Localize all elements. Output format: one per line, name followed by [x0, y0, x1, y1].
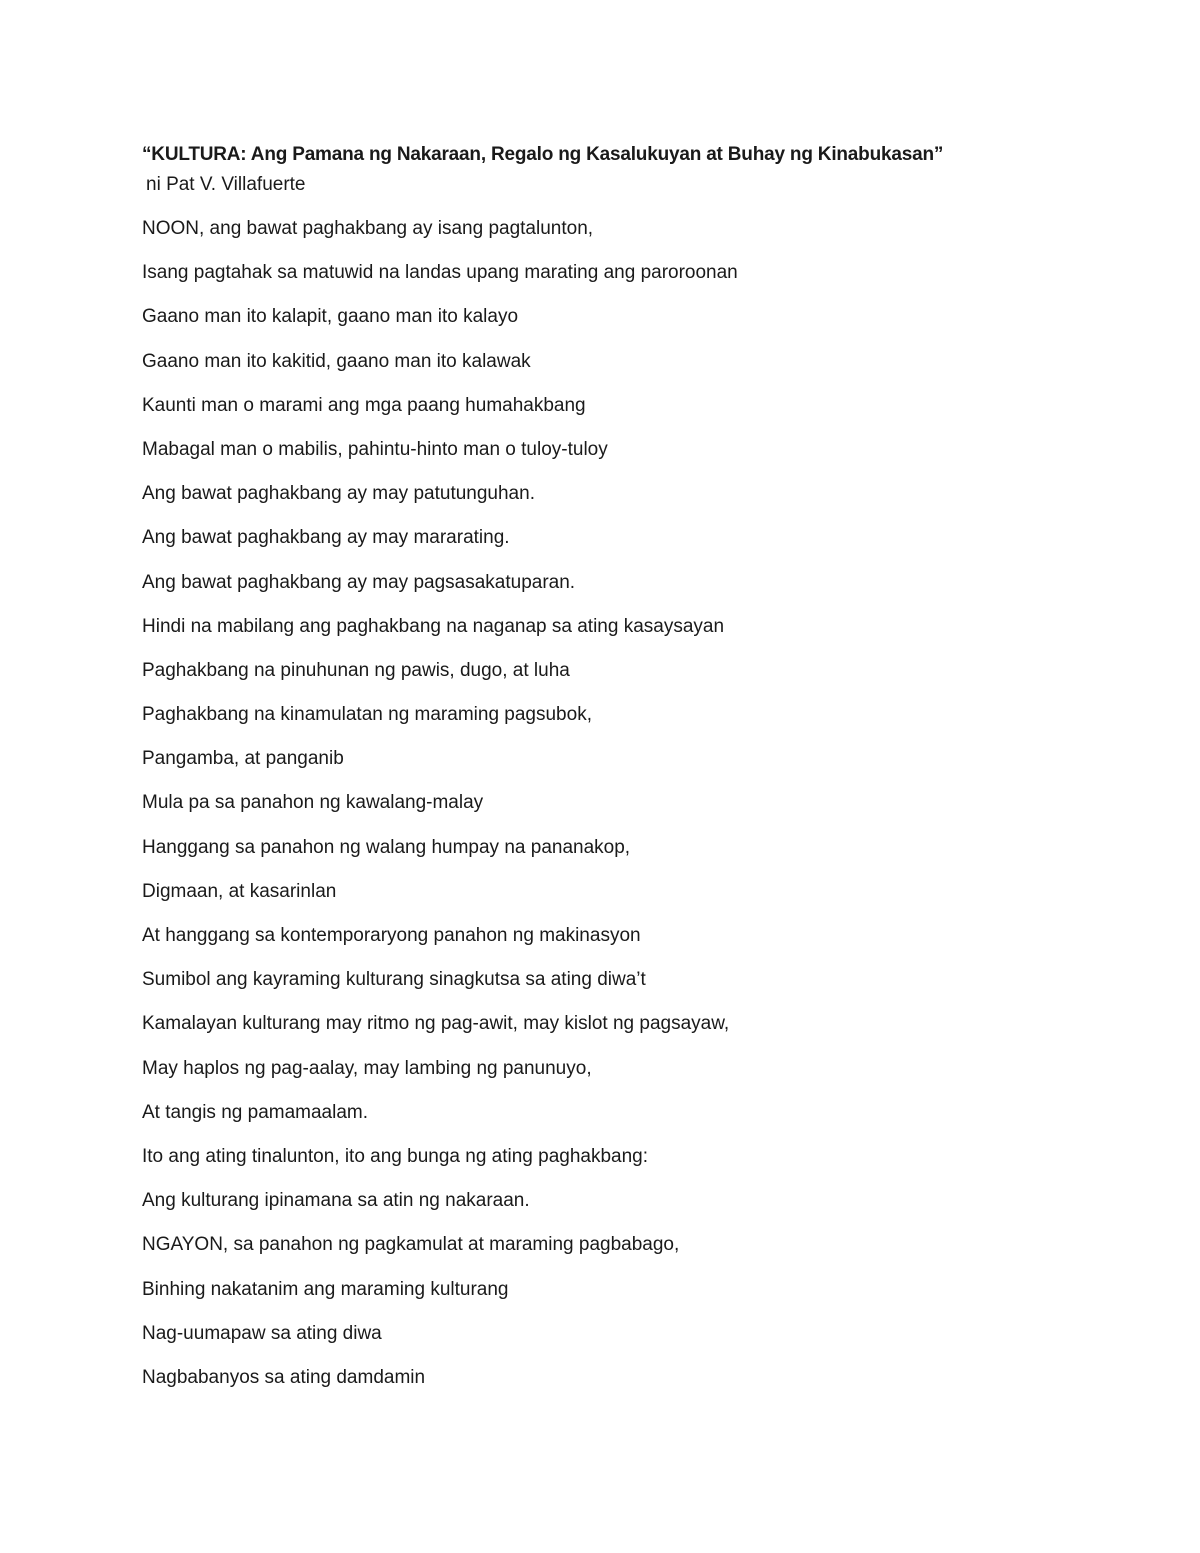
poem-line: Gaano man ito kalapit, gaano man ito kalayo	[142, 306, 519, 328]
poem-line: Ang bawat paghakbang ay may patutunguhan.	[142, 483, 535, 505]
poem-line: Ang kulturang ipinamana sa atin ng nakaraan.	[142, 1190, 530, 1212]
poem-line: Ang bawat paghakbang ay may mararating.	[142, 527, 510, 549]
poem-body	[142, 140, 1102, 1407]
poem-line: At hanggang sa kontemporaryong panahon ng makinasyon	[142, 925, 641, 946]
poem-line: Nagbabanyos sa ating damdamin	[142, 1366, 426, 1388]
poem-line: Digmaan, at kasarinlan	[142, 880, 337, 902]
poem-line: Pangamba, at panganib	[142, 748, 344, 770]
poem-line: Hindi na mabilang ang paghakbang na naganap sa ating kasaysayan	[142, 615, 725, 637]
poem-line: Paghakbang na kinamulatan ng maraming pagsubok,	[142, 704, 592, 726]
poem-line: At tangis ng pamamaalam.	[142, 1101, 369, 1123]
poem-line: Ito ang ating tinalunton, ito ang bunga ng ating paghakbang:	[142, 1145, 649, 1167]
poem-line: Paghakbang na pinuhunan ng pawis, dugo, at luha	[142, 659, 570, 681]
poem-line: Sumibol ang kayraming kulturang sinagkutsa sa ating diwa’t	[142, 969, 646, 991]
poem-line: May haplos ng pag-aalay, may lambing ng panunuyo,	[142, 1057, 592, 1079]
poem-line: Mula pa sa panahon ng kawalang-malay	[142, 792, 484, 814]
poem-line: Isang pagtahak sa matuwid na landas upang marating ang paroroonan	[142, 262, 738, 284]
poem-author: ni Pat V. Villafuerte	[146, 174, 306, 195]
poem-line: Hanggang sa panahon ng walang humpay na pananakop,	[142, 836, 631, 858]
poem-line: Gaano man ito kakitid, gaano man ito kalawak	[142, 350, 531, 372]
poem-title: “KULTURA: Ang Pamana ng Nakaraan, Regalo ng Kasalukuyan at Buhay ng Kinabukasan”	[142, 144, 944, 165]
poem-line: Nag-uumapaw sa ating diwa	[142, 1322, 382, 1344]
poem-line: Ang bawat paghakbang ay may pagsasakatuparan.	[142, 571, 576, 593]
poem-line: Binhing nakatanim ang maraming kulturang	[142, 1278, 509, 1300]
poem-line: NOON, ang bawat paghakbang ay isang pagtalunton,	[142, 218, 594, 239]
poem-line: Kamalayan kulturang may ritmo ng pag-awit, may kislot ng pagsayaw,	[142, 1013, 730, 1035]
poem-line: Mabagal man o mabilis, pahintu-hinto man o tuloy-tuloy	[142, 438, 608, 460]
poem-line: Kaunti man o marami ang mga paang humahakbang	[142, 394, 586, 416]
poem-line: NGAYON, sa panahon ng pagkamulat at maraming pagbabago,	[142, 1234, 680, 1256]
